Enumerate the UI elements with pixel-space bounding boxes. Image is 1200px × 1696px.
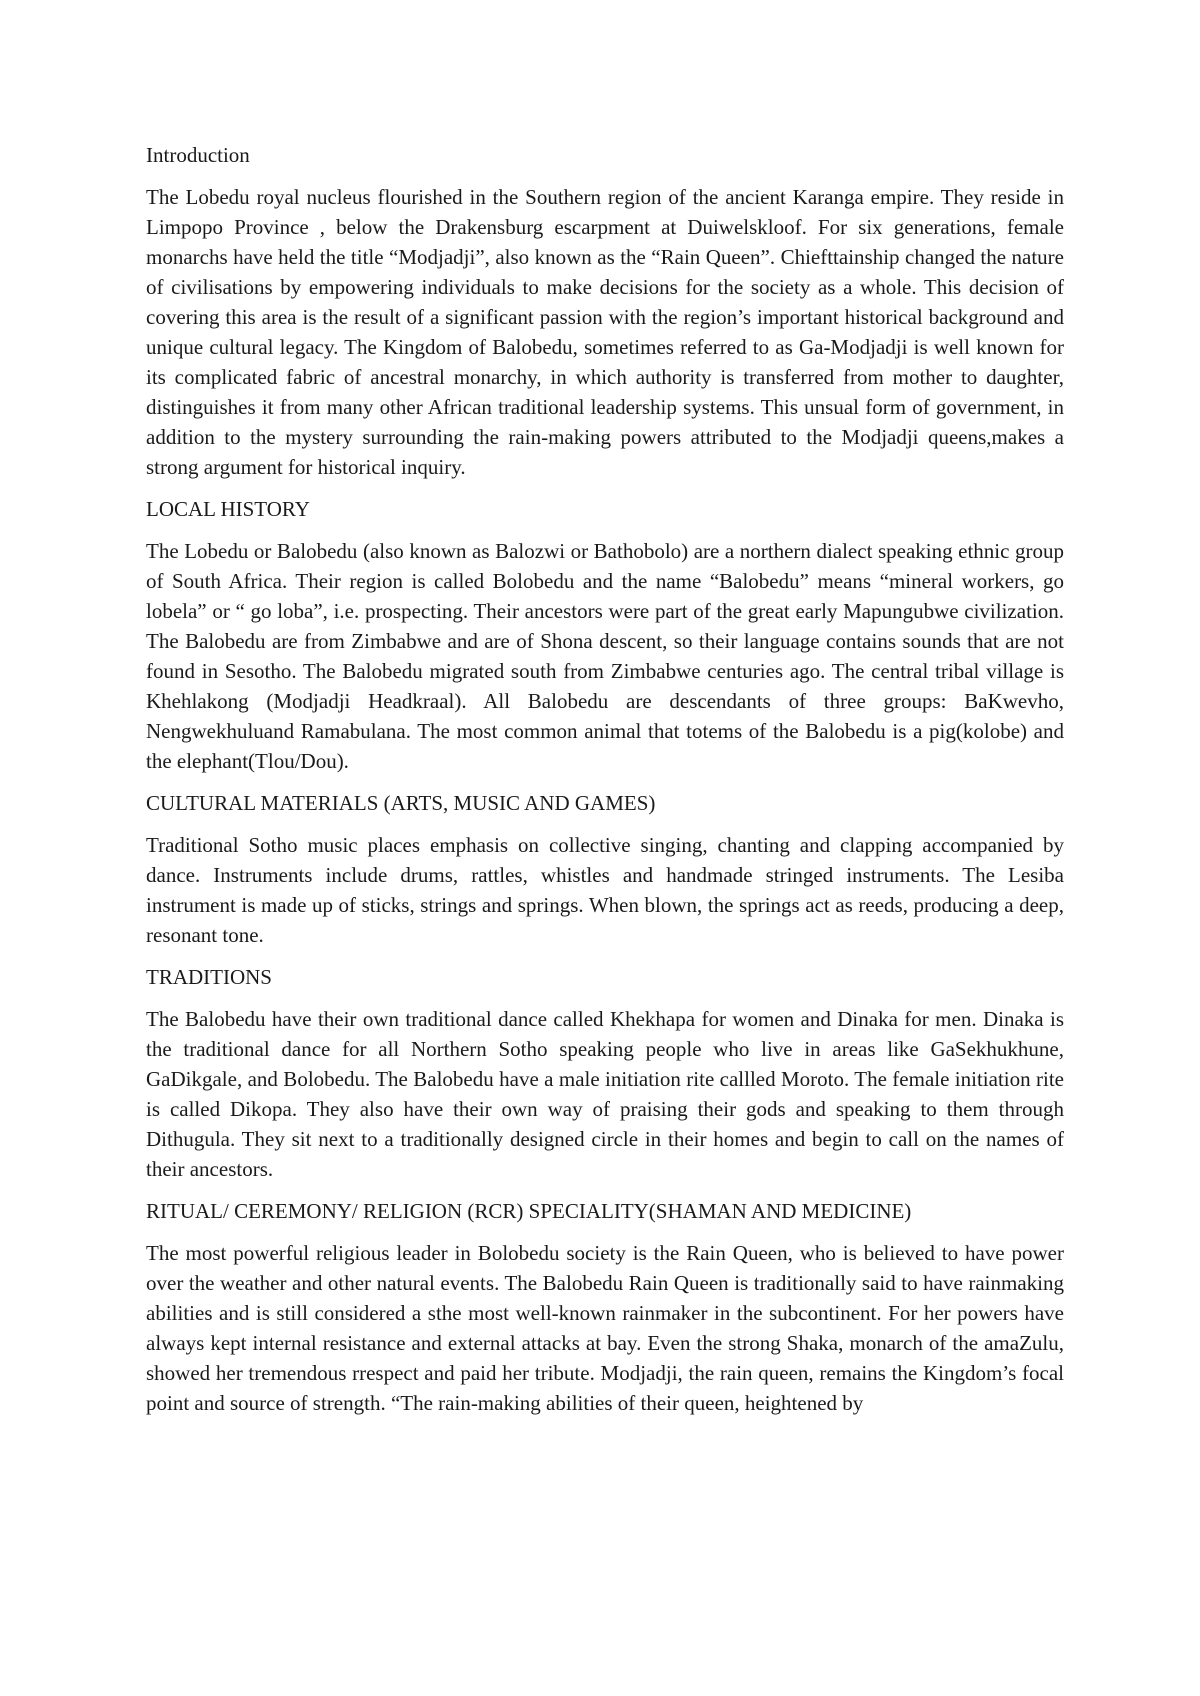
section-paragraph: The most powerful religious leader in Bolobedu society is the Rain Queen, who is believed to have power over the weather and other natural events. The Balobedu Rain Queen is traditionally said to have rainmaking abilities and is still considered a sthe most well-known rainmaker in the subcontinent. For her powers have always kept internal resistance and external attacks at bay. Even the strong Shaka, monarch of the amaZulu, showed her tremendous rrespect and paid her tribute. Modjadji, the rain queen, remains the Kingdom’s focal point and source of strength. “The rain-making abilities of their queen, heightened by <box>146 1241 1064 1415</box>
section-local-history <box>146 494 1064 776</box>
section-paragraph: The Balobedu have their own traditional dance called Khekhapa for women and Dinaka for men. Dinaka is the traditional dance for all Northern Sotho speaking people who live in areas like GaSekhukhune, GaDikgale, and Bolobedu. The Balobedu have a male initiation rite callled Moroto. The female initiation rite is called Dikopa. They also have their own way of praising their gods and speaking to them through Dithugula. They sit next to a traditionally designed circle in their homes and begin to call on the names of their ancestors. <box>146 1007 1064 1181</box>
section-introduction <box>146 140 1064 482</box>
section-heading: Introduction <box>146 143 250 167</box>
section-heading: TRADITIONS <box>146 965 272 989</box>
document-page <box>146 140 1064 1430</box>
section-heading: LOCAL HISTORY <box>146 497 310 521</box>
section-paragraph: Traditional Sotho music places emphasis on collective singing, chanting and clapping accompanied by dance. Instruments include drums, rattles, whistles and handmade stringed instruments. The Lesiba instrument is made up of sticks, strings and springs. When blown, the springs act as reeds, producing a deep, resonant tone. <box>146 833 1064 947</box>
section-ritual-ceremony-religion <box>146 1196 1064 1418</box>
section-heading: CULTURAL MATERIALS (ARTS, MUSIC AND GAMES) <box>146 791 656 815</box>
section-heading: RITUAL/ CEREMONY/ RELIGION (RCR) SPECIALITY(SHAMAN AND MEDICINE) <box>146 1199 912 1223</box>
section-paragraph: The Lobedu or Balobedu (also known as Balozwi or Bathobolo) are a northern dialect speaking ethnic group of South Africa. Their region is called Bolobedu and the name “Balobedu” means “mineral workers, go lobela” or “ go loba”, i.e. prospecting. Their ancestors were part of the great early Mapungubwe civilization. The Balobedu are from Zimbabwe and are of Shona descent, so their language contains sounds that are not found in Sesotho. The Balobedu migrated south from Zimbabwe centuries ago. The central tribal village is Khehlakong (Modjadji Headkraal). All Balobedu are descendants of three groups: BaKwevho, Nengwekhuluand Ramabulana. The most common animal that totems of the Balobedu is a pig(kolobe) and the elephant(Tlou/Dou). <box>146 539 1064 773</box>
section-cultural-materials <box>146 788 1064 950</box>
section-traditions <box>146 962 1064 1184</box>
section-paragraph: The Lobedu royal nucleus flourished in the Southern region of the ancient Karanga empire. They reside in Limpopo Province , below the Drakensburg escarpment at Duiwelskloof. For six generations, female monarchs have held the title “Modjadji”, also known as the “Rain Queen”. Chiefttainship changed the nature of civilisations by empowering individuals to make decisions for the society as a whole. This decision of covering this area is the result of a significant passion with the region’s important historical background and unique cultural legacy. The Kingdom of Balobedu, sometimes referred to as Ga-Modjadji is well known for its complicated fabric of ancestral monarchy, in which authority is transferred from mother to daughter, distinguishes it from many other African traditional leadership systems. This unsual form of government, in addition to the mystery surrounding the rain-making powers attributed to the Modjadji queens,makes a strong argument for historical inquiry. <box>146 185 1064 479</box>
